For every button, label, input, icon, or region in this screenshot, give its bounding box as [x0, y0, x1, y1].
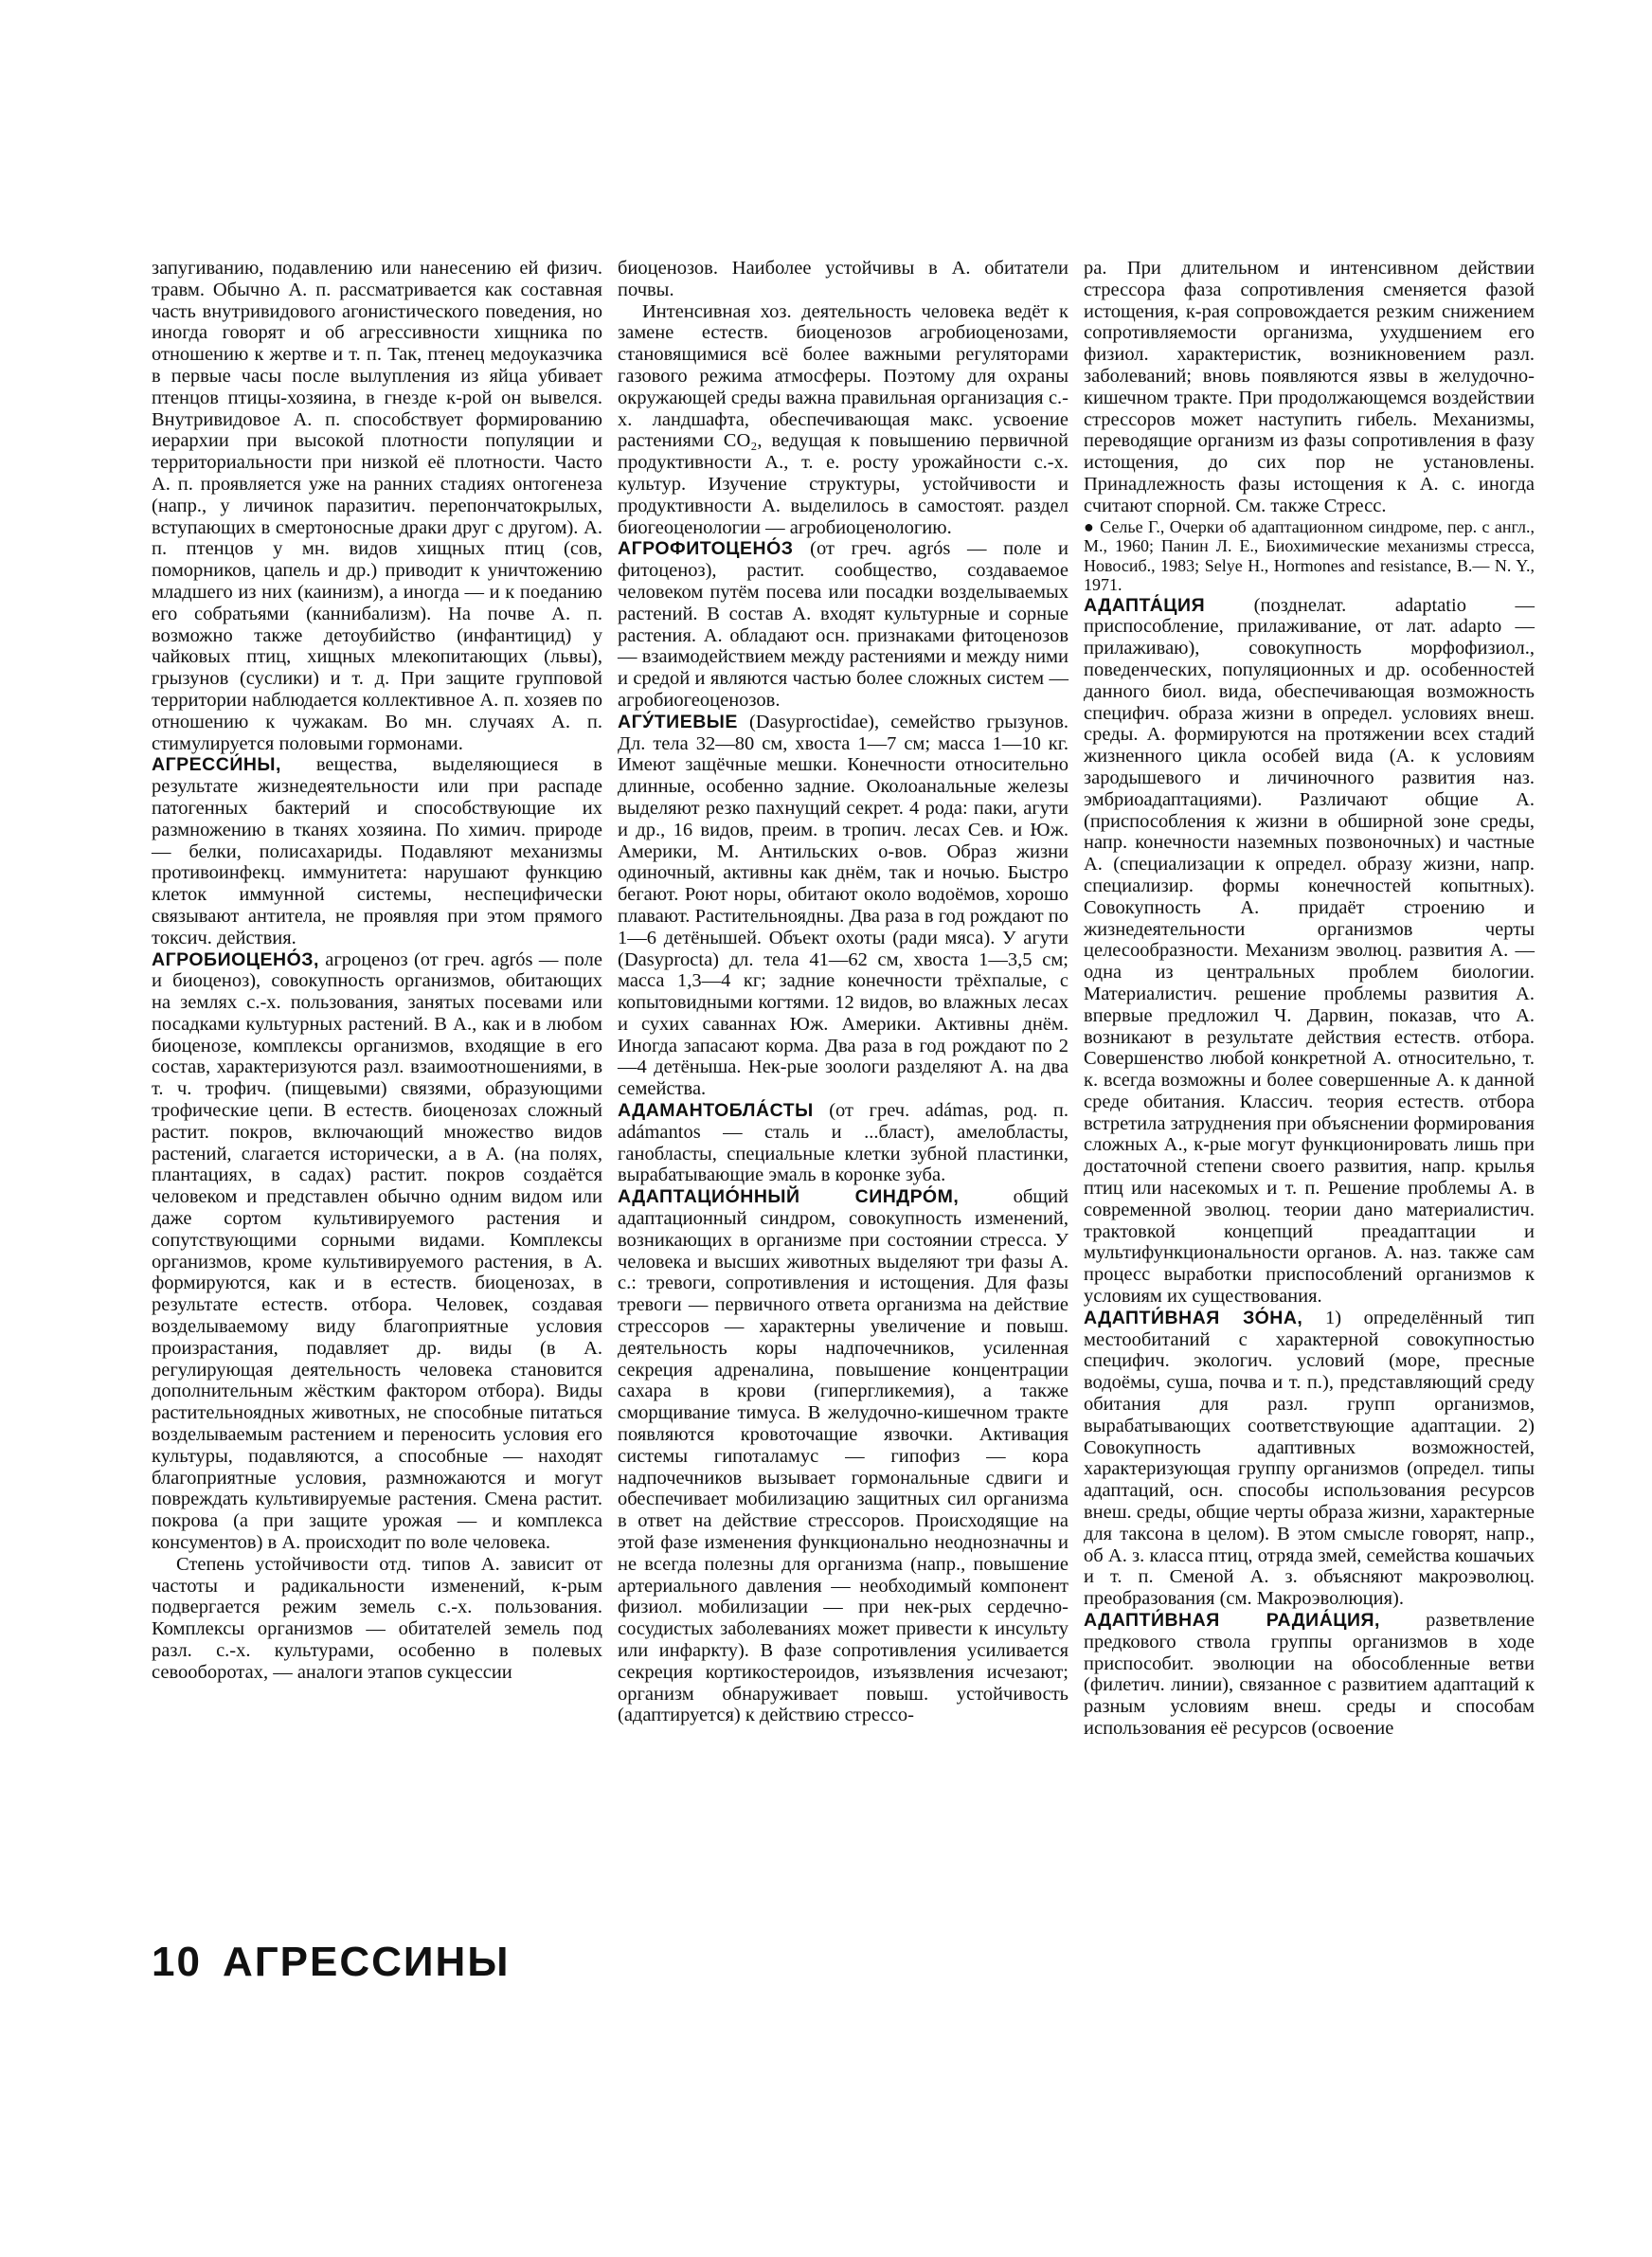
text-paragraph: Интенсивная хоз. деятельность человека ведёт к замене естеств. биоценозов агробиоценозами, становящимися всё более важными регуляторами газового режима атмосферы. Поэтому для охраны окружающей среды важна правильная организация с.-х. ландшафта, обеспечивающая макс. усвоение растениями CO₂, ведущая к повышению первичной продуктивности А., т. е. росту урожайности с.-х. культур. Изучение структуры, устойчивости и продуктивности А. выделилось в самостоят. раздел биогеоценологии — агробиоценологию.: [618, 300, 1068, 538]
reference-list: ● Селье Г., Очерки об адаптационном синдроме, пер. с англ., М., 1960; Панин Л. Е., Биохимические механизмы стресса, Новосиб., 1983; Selye H., Hormones and resistance, B.— N. Y., 1971.: [1084, 516, 1535, 595]
text-paragraph: Степень устойчивости отд. типов А. зависит от частоты и радикальности изменений, к-рым подвергается режим земель с.-х. пользования. Комплексы организмов — обитателей земель под разл. с.-х. культурами, особенно в полевых севооборотах, — аналоги этапов сукцессии: [152, 1553, 602, 1683]
entry-text: (от греч. adámas, род. п. adámantos — сталь и ...бласт), амелобласты, ганобласты, специальные клетки зубной пластинки, вырабатывающие эмаль в коронке зуба.: [618, 1100, 1068, 1186]
entry-headword: АГРОБИОЦЕНО́З,: [152, 948, 319, 970]
column-1: [152, 258, 602, 1684]
entry-headword: АДАПТА́ЦИЯ: [1084, 594, 1206, 616]
dictionary-entry: [152, 754, 602, 948]
entry-text: (позднелат. adaptatio — приспособление, прилаживание, от лат. adapto — прилаживаю), совокупность морфофизиол., поведенческих, популяционных и др. особенностей данного биол. вида, обеспечивающая возможность специфич. образа жизни в определ. условиях внеш. среды. А. формируются на протяжении всех стадий жизненного цикла особей вида (А. к условиям зародышевого и личиночного развития наз. эмбриоадаптациями). Различают общие А. (приспособления к жизни в обширной зоне среды, напр. конечности наземных позвоночных) и частные А. (специализации к определ. образу жизни, напр. специализир. формы конечностей копытных). Совокупность А. придаёт строению и жизнедеятельности организмов черты целесообразности. Механизм эволюц. развития А. — одна из центральных проблем биологии. Материалистич. решение проблемы развития А. впервые предложил Ч. Дарвин, показав, что А. возникают в результате действия естеств. отбора. Совершенство любой конкретной А. относительно, т. к. всегда возможны и более совершенные А. к данной среде обитания. Классич. теория естеств. отбора встретила затруднения при объяснении формирования сложных А., к-рые могут функционировать лишь при достаточной степени своего развития, напр. крылья птиц или насекомых и т. п. Решение проблемы А. в современной эволюц. теории дано материалистич. трактовкой концепций преадаптации и мультифункциональности органов. А. наз. также сам процесс выработки приспособлений организмов к условиям их существования.: [1084, 594, 1535, 1308]
dictionary-entry: [1084, 1610, 1535, 1740]
entry-text: (от греч. agrós — поле и фитоценоз), растит. сообщество, создаваемое человеком путём посева или посадки возделываемых растений. В состав А. входят культурные и сорные растения. А. обладают осн. признаками фитоценозов — взаимодействием между растениями и между ними и средой и являются частью более сложных систем — агробиогеоценозов.: [618, 538, 1068, 711]
entry-text: разветвление предкового ствола группы организмов в ходе приспособит. эволюции на обособленные ветви (филетич. линии), связанное с развитием адаптаций к разным условиям внеш. среды и способам использования её ресурсов (освоение: [1084, 1610, 1535, 1739]
entry-headword: АДАПТАЦИО́ННЫЙ СИНДРО́М,: [618, 1186, 960, 1208]
dictionary-entry: [618, 538, 1068, 711]
dictionary-entry: [152, 949, 602, 1554]
page-footer: [152, 1939, 510, 1986]
entry-text: 1) определённый тип местообитаний с характерной совокупностью специфич. экологич. условий (море, пресные водоёмы, суша, почва и т. п.), представляющий среду обитания для разл. групп организмов, вырабатывающих соответствующие адаптации. 2) Совокупность адаптивных возможностей, характеризующая группу организмов (определ. типы адаптаций, осн. способы использования ресурсов внеш. среды, общие черты образа жизни, характерные для таксона в целом). В этом смысле говорят, напр., об А. з. класса птиц, отряда змей, семейства кошачьих и т. п. Сменой А. з. объясняют макроэволюц. преобразования (см. Макроэволюция).: [1084, 1307, 1535, 1610]
dictionary-entry: [618, 712, 1068, 1100]
entry-headword: АГРОФИТОЦЕНО́З: [618, 538, 794, 560]
entry-headword: АГРЕССИ́НЫ,: [152, 754, 281, 776]
column-2: [618, 258, 1068, 1726]
entry-text: вещества, выделяющиеся в результате жизнедеятельности или при распаде патогенных бактерий и способствующие их размножению в тканях хозяина. По химич. природе — белки, полисахариды. Подавляют механизмы противоинфекц. иммунитета: нарушают функцию клеток иммунной системы, неспецифически связывают антитела, не проявляя при этом прямого токсич. действия.: [152, 754, 602, 948]
entry-text: агроценоз (от греч. agrós — поле и биоценоз), совокупность организмов, обитающих на землях с.-х. пользования, занятых посевами или посадками культурных растений. В А., как и в любом биоценозе, комплексы организмов, входящие в его состав, характеризуются разл. взаимоотношениями, в т. ч. трофич. (пищевыми) связями, образующими трофические цепи. В естеств. биоценозах сложный растит. покров, включающий множество видов растений, слагается исторически, а в А. (на полях, плантациях, в садах) растит. покров создаётся человеком и представлен обычно одним видом или даже сортом культивируемого растения и сопутствующими сорными видами. Комплексы организмов, кроме культивируемого растения, в А. формируются, как и в естеств. биоценозах, в результате естеств. отбора. Человек, создавая возделываемому виду благоприятные условия произрастания, подавляет др. виды (в А. регулирующая деятельность человека становится дополнительным жёстким фактором отбора). Виды растительноядных животных, не способные питаться возделываемым растением и переносить условия его культуры, подавляются, а способные — находят благоприятные условия, размножаются и могут повреждать культивируемые растения. Смена растит. покрова (а при защите урожая — и комплекса консументов) в А. происходит по воле человека.: [152, 948, 602, 1554]
entry-headword: АДАПТИ́ВНАЯ ЗО́НА,: [1084, 1307, 1303, 1328]
text-paragraph: биоценозов. Наиболее устойчивы в А. обитатели почвы.: [618, 258, 1068, 300]
entry-text: (Dasyproctidae), семейство грызунов. Дл. тела 32—80 см, хвоста 1—7 см; масса 1—10 кг. Имеют защёчные мешки. Конечности относительно длинные, особенно задние. Околоанальные железы выделяют резко пахнущий секрет. 4 рода: паки, агути и др., 16 видов, преим. в тропич. лесах Сев. и Юж. Америки, М. Антильских о-вов. Образ жизни одиночный, активны как днём, так и ночью. Быстро бегают. Роют норы, обитают около водоёмов, хорошо плавают. Растительноядны. Два раза в год рождают по 1—6 детёнышей. Объект охоты (ради мяса). У агути (Dasyprocta) дл. тела 41—62 см, хвоста 1—3,5 см; масса 1,3—4 кг; задние конечности трёхпалые, с копытовидными когтями. 12 видов, во влажных лесах и сухих саваннах Юж. Америки. Активны днём. Иногда запасают корма. Два раза в год рождают по 2—4 детёныша. Нек-рые зоологи разделяют А. на два семейства.: [618, 711, 1068, 1100]
text-paragraph: запугиванию, подавлению или нанесению ей физич. травм. Обычно А. п. рассматривается как составная часть внутривидового агонистического поведения, но иногда говорят и об агрессивности хищника по отношению к жертве и т. п. Так, птенец медоуказчика в первые часы после вылупления из яйца убивает птенцов птицы-хозяина, в гнезде к-рой он вывелся. Внутривидовое А. п. способствует формированию иерархии при высокой плотности популяции и территориальности при низкой её плотности. Часто А. п. проявляется уже на ранних стадиях онтогенеза (напр., у личинок паразитич. перепончатокрылых, вступающих в смертоносные драки друг с другом). А. п. птенцов у мн. видов хищных птиц (сов, поморников, цапель и др.) приводит к уничтожению младшего из них (каинизм), а иногда — и к поеданию его собратьями (каннибализм). На почве А. п. возможно также детоубийство (инфантицид) у чайковых птиц, хищных млекопитающих (львы), грызунов (суслики) и т. д. При защите групповой территории наблюдается коллективное А. п. хозяев по отношению к чужакам. Во мн. случаях А. п. стимулируется половыми гормонами.: [152, 258, 602, 754]
running-head: АГРЕССИНЫ: [222, 1939, 511, 1985]
entry-headword: АДАМАНТОБЛА́СТЫ: [618, 1100, 814, 1122]
entry-headword: АДАПТИ́ВНАЯ РАДИА́ЦИЯ,: [1084, 1610, 1380, 1632]
dictionary-entry: [1084, 595, 1535, 1308]
page-number: 10: [152, 1939, 202, 1985]
entry-headword: АГУ́ТИЕВЫЕ: [618, 711, 738, 732]
text-paragraph: ра. При длительном и интенсивном действии стрессора фаза сопротивления сменяется фазой истощения, к-рая сопровождается резким снижением сопротивляемости организма, ухудшением его физиол. характеристик, возникновением разл. заболеваний; вновь появляются язвы в желудочно-кишечном тракте. При продолжающемся воздействии стрессоров может наступить гибель. Механизмы, переводящие организм из фазы сопротивления в фазу истощения, до сих пор не установлены. Принадлежность фазы истощения к А. с. иногда считают спорной. См. также Стресс.: [1084, 258, 1535, 516]
dictionary-entry: [618, 1100, 1068, 1186]
entry-text: общий адаптационный синдром, совокупность изменений, возникающих в организме при состоянии стресса. У человека и высших животных выделяют три фазы А. с.: тревоги, сопротивления и истощения. Для фазы тревоги — первичного ответа организма на действие стрессоров — характерны увеличение и повыш. деятельность коры надпочечников, усиленная секреция адреналина, повышение концентрации сахара в крови (гипергликемия), а также сморщивание тимуса. В желудочно-кишечном тракте появляются кровоточащие язвочки. Активация системы гипоталамус — гипофиз — кора надпочечников вызывает гормональные сдвиги и обеспечивает мобилизацию защитных сил организма в ответ на действие стрессоров. Происходящие на этой фазе изменения функционально неоднозначны и не всегда полезны для организма (напр., повышение артериального давления — необходимый компонент физиол. мобилизации — при нек-рых сердечно-сосудистых заболеваниях может привести к инсульту или инфаркту). В фазе сопротивления усиливается секреция кортикостероидов, изъязвления исчезают; организм обнаруживает повыш. устойчивость (адаптируется) к действию стрессо-: [618, 1186, 1068, 1726]
dictionary-entry: [618, 1186, 1068, 1726]
column-3: [1084, 258, 1535, 1740]
dictionary-entry: [1084, 1308, 1535, 1610]
